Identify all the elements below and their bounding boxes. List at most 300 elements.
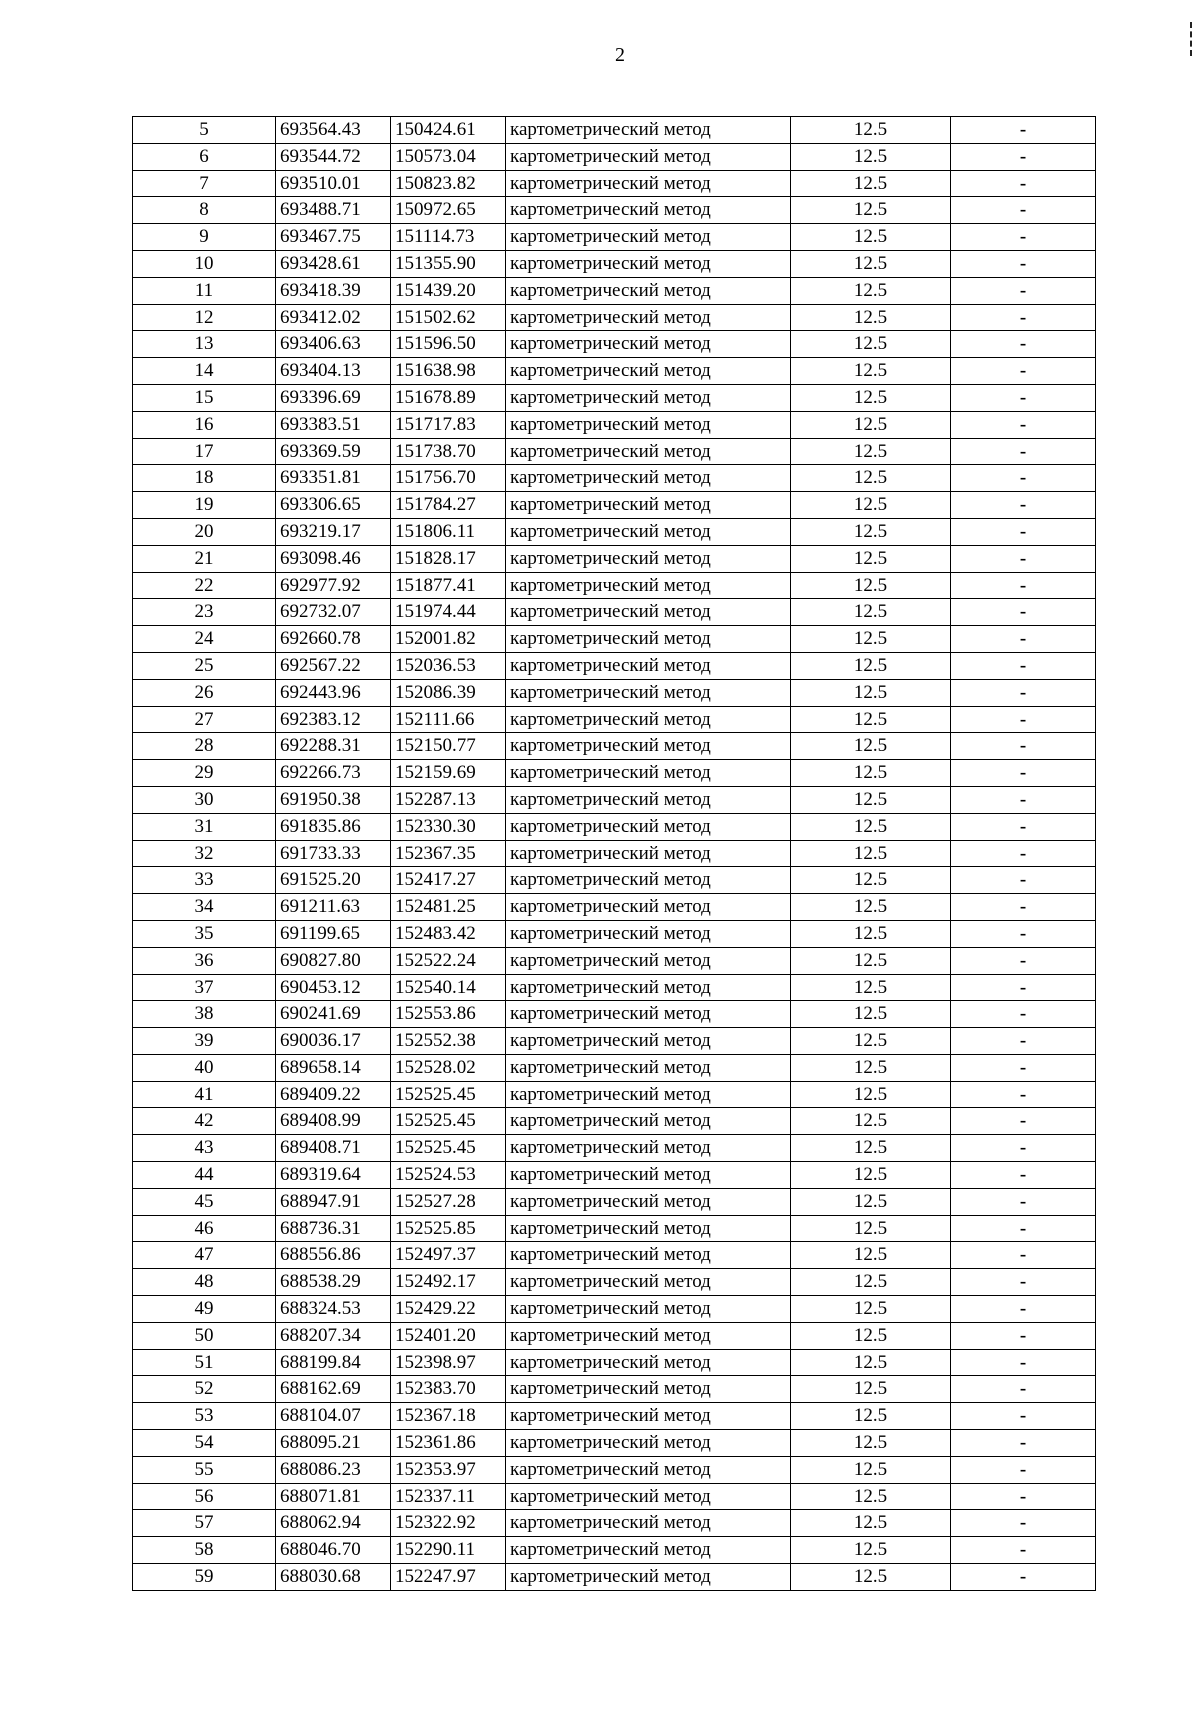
y-coordinate-cell: 152497.37 [391, 1242, 506, 1269]
table-row [133, 1483, 1096, 1510]
dash-cell: - [951, 760, 1096, 787]
point-number-cell: 21 [133, 545, 276, 572]
y-coordinate-cell: 152492.17 [391, 1269, 506, 1296]
point-number-cell: 20 [133, 518, 276, 545]
dash-cell: - [951, 706, 1096, 733]
point-number-cell: 27 [133, 706, 276, 733]
point-number-cell: 22 [133, 572, 276, 599]
precision-cell: 12.5 [791, 920, 951, 947]
table-row [133, 170, 1096, 197]
dash-cell: - [951, 224, 1096, 251]
method-cell: картометрический метод [506, 1135, 791, 1162]
x-coordinate-cell: 693404.13 [276, 358, 391, 385]
precision-cell: 12.5 [791, 438, 951, 465]
dash-cell: - [951, 170, 1096, 197]
precision-cell: 12.5 [791, 384, 951, 411]
y-coordinate-cell: 152552.38 [391, 1028, 506, 1055]
x-coordinate-cell: 689319.64 [276, 1162, 391, 1189]
method-cell: картометрический метод [506, 1081, 791, 1108]
dash-cell: - [951, 411, 1096, 438]
table-row [133, 760, 1096, 787]
precision-cell: 12.5 [791, 760, 951, 787]
x-coordinate-cell: 691199.65 [276, 920, 391, 947]
point-number-cell: 24 [133, 626, 276, 653]
dash-cell: - [951, 626, 1096, 653]
y-coordinate-cell: 152001.82 [391, 626, 506, 653]
x-coordinate-cell: 692443.96 [276, 679, 391, 706]
dash-cell: - [951, 1108, 1096, 1135]
dash-cell: - [951, 1349, 1096, 1376]
dash-cell: - [951, 1537, 1096, 1564]
x-coordinate-cell: 693369.59 [276, 438, 391, 465]
dash-cell: - [951, 652, 1096, 679]
precision-cell: 12.5 [791, 518, 951, 545]
table-row [133, 652, 1096, 679]
dash-cell: - [951, 786, 1096, 813]
point-number-cell: 26 [133, 679, 276, 706]
table-row [133, 1296, 1096, 1323]
method-cell: картометрический метод [506, 143, 791, 170]
table-row [133, 1242, 1096, 1269]
dash-cell: - [951, 867, 1096, 894]
x-coordinate-cell: 689409.22 [276, 1081, 391, 1108]
y-coordinate-cell: 152367.18 [391, 1403, 506, 1430]
precision-cell: 12.5 [791, 1456, 951, 1483]
dash-cell: - [951, 1296, 1096, 1323]
point-number-cell: 23 [133, 599, 276, 626]
table-row [133, 1376, 1096, 1403]
y-coordinate-cell: 152330.30 [391, 813, 506, 840]
y-coordinate-cell: 151678.89 [391, 384, 506, 411]
point-number-cell: 31 [133, 813, 276, 840]
y-coordinate-cell: 152525.45 [391, 1108, 506, 1135]
table-row [133, 1456, 1096, 1483]
x-coordinate-cell: 693412.02 [276, 304, 391, 331]
dash-cell: - [951, 465, 1096, 492]
method-cell: картометрический метод [506, 117, 791, 144]
precision-cell: 12.5 [791, 1054, 951, 1081]
method-cell: картометрический метод [506, 197, 791, 224]
point-number-cell: 13 [133, 331, 276, 358]
y-coordinate-cell: 152159.69 [391, 760, 506, 787]
table-row [133, 1054, 1096, 1081]
table-row [133, 733, 1096, 760]
method-cell: картометрический метод [506, 920, 791, 947]
x-coordinate-cell: 692567.22 [276, 652, 391, 679]
table-row [133, 1349, 1096, 1376]
point-number-cell: 42 [133, 1108, 276, 1135]
method-cell: картометрический метод [506, 411, 791, 438]
point-number-cell: 37 [133, 974, 276, 1001]
x-coordinate-cell: 693396.69 [276, 384, 391, 411]
y-coordinate-cell: 151784.27 [391, 492, 506, 519]
table-row [133, 358, 1096, 385]
point-number-cell: 44 [133, 1162, 276, 1189]
x-coordinate-cell: 693428.61 [276, 250, 391, 277]
dash-cell: - [951, 599, 1096, 626]
y-coordinate-cell: 152429.22 [391, 1296, 506, 1323]
method-cell: картометрический метод [506, 384, 791, 411]
x-coordinate-cell: 693544.72 [276, 143, 391, 170]
precision-cell: 12.5 [791, 652, 951, 679]
precision-cell: 12.5 [791, 974, 951, 1001]
method-cell: картометрический метод [506, 1054, 791, 1081]
y-coordinate-cell: 152525.85 [391, 1215, 506, 1242]
method-cell: картометрический метод [506, 465, 791, 492]
x-coordinate-cell: 688062.94 [276, 1510, 391, 1537]
y-coordinate-cell: 151974.44 [391, 599, 506, 626]
point-number-cell: 41 [133, 1081, 276, 1108]
point-number-cell: 16 [133, 411, 276, 438]
precision-cell: 12.5 [791, 197, 951, 224]
dash-cell: - [951, 1162, 1096, 1189]
method-cell: картометрический метод [506, 1456, 791, 1483]
precision-cell: 12.5 [791, 786, 951, 813]
point-number-cell: 11 [133, 277, 276, 304]
x-coordinate-cell: 693406.63 [276, 331, 391, 358]
dash-cell: - [951, 920, 1096, 947]
method-cell: картометрический метод [506, 867, 791, 894]
point-number-cell: 40 [133, 1054, 276, 1081]
dash-cell: - [951, 894, 1096, 921]
table-row [133, 1322, 1096, 1349]
dash-cell: - [951, 813, 1096, 840]
x-coordinate-cell: 690036.17 [276, 1028, 391, 1055]
x-coordinate-cell: 688207.34 [276, 1322, 391, 1349]
x-coordinate-cell: 688556.86 [276, 1242, 391, 1269]
x-coordinate-cell: 688538.29 [276, 1269, 391, 1296]
table-row [133, 679, 1096, 706]
method-cell: картометрический метод [506, 733, 791, 760]
dash-cell: - [951, 1242, 1096, 1269]
table-row [133, 438, 1096, 465]
point-number-cell: 33 [133, 867, 276, 894]
point-number-cell: 56 [133, 1483, 276, 1510]
point-number-cell: 32 [133, 840, 276, 867]
y-coordinate-cell: 151717.83 [391, 411, 506, 438]
y-coordinate-cell: 152398.97 [391, 1349, 506, 1376]
y-coordinate-cell: 150573.04 [391, 143, 506, 170]
precision-cell: 12.5 [791, 492, 951, 519]
dash-cell: - [951, 1430, 1096, 1457]
x-coordinate-cell: 692288.31 [276, 733, 391, 760]
method-cell: картометрический метод [506, 1296, 791, 1323]
method-cell: картометрический метод [506, 813, 791, 840]
precision-cell: 12.5 [791, 1376, 951, 1403]
dash-cell: - [951, 1135, 1096, 1162]
method-cell: картометрический метод [506, 599, 791, 626]
table-row [133, 1188, 1096, 1215]
method-cell: картометрический метод [506, 1376, 791, 1403]
method-cell: картометрический метод [506, 438, 791, 465]
method-cell: картометрический метод [506, 760, 791, 787]
x-coordinate-cell: 691733.33 [276, 840, 391, 867]
x-coordinate-cell: 691211.63 [276, 894, 391, 921]
precision-cell: 12.5 [791, 1269, 951, 1296]
point-number-cell: 38 [133, 1001, 276, 1028]
x-coordinate-cell: 688086.23 [276, 1456, 391, 1483]
table-row [133, 572, 1096, 599]
precision-cell: 12.5 [791, 1215, 951, 1242]
table-row [133, 1564, 1096, 1591]
point-number-cell: 18 [133, 465, 276, 492]
coordinates-table-body [133, 117, 1096, 1591]
method-cell: картометрический метод [506, 1242, 791, 1269]
y-coordinate-cell: 152401.20 [391, 1322, 506, 1349]
x-coordinate-cell: 688071.81 [276, 1483, 391, 1510]
point-number-cell: 19 [133, 492, 276, 519]
table-row [133, 277, 1096, 304]
point-number-cell: 52 [133, 1376, 276, 1403]
x-coordinate-cell: 693098.46 [276, 545, 391, 572]
dash-cell: - [951, 1188, 1096, 1215]
table-row [133, 840, 1096, 867]
point-number-cell: 47 [133, 1242, 276, 1269]
y-coordinate-cell: 152417.27 [391, 867, 506, 894]
precision-cell: 12.5 [791, 117, 951, 144]
point-number-cell: 46 [133, 1215, 276, 1242]
x-coordinate-cell: 692266.73 [276, 760, 391, 787]
table-row [133, 920, 1096, 947]
table-row [133, 1028, 1096, 1055]
method-cell: картометрический метод [506, 974, 791, 1001]
dash-cell: - [951, 1456, 1096, 1483]
y-coordinate-cell: 152383.70 [391, 1376, 506, 1403]
x-coordinate-cell: 690453.12 [276, 974, 391, 1001]
dash-cell: - [951, 733, 1096, 760]
y-coordinate-cell: 152522.24 [391, 947, 506, 974]
table-row [133, 1081, 1096, 1108]
dash-cell: - [951, 1081, 1096, 1108]
table-row [133, 117, 1096, 144]
dash-cell: - [951, 304, 1096, 331]
point-number-cell: 17 [133, 438, 276, 465]
precision-cell: 12.5 [791, 304, 951, 331]
precision-cell: 12.5 [791, 1001, 951, 1028]
point-number-cell: 59 [133, 1564, 276, 1591]
dash-cell: - [951, 1054, 1096, 1081]
dash-cell: - [951, 331, 1096, 358]
dash-cell: - [951, 1376, 1096, 1403]
table-row [133, 1537, 1096, 1564]
coordinates-table [132, 116, 1096, 1591]
method-cell: картометрический метод [506, 1483, 791, 1510]
x-coordinate-cell: 688736.31 [276, 1215, 391, 1242]
method-cell: картометрический метод [506, 1322, 791, 1349]
point-number-cell: 51 [133, 1349, 276, 1376]
y-coordinate-cell: 151877.41 [391, 572, 506, 599]
table-row [133, 786, 1096, 813]
y-coordinate-cell: 152540.14 [391, 974, 506, 1001]
y-coordinate-cell: 152527.28 [391, 1188, 506, 1215]
y-coordinate-cell: 152361.86 [391, 1430, 506, 1457]
method-cell: картометрический метод [506, 1430, 791, 1457]
y-coordinate-cell: 150823.82 [391, 170, 506, 197]
point-number-cell: 54 [133, 1430, 276, 1457]
y-coordinate-cell: 152367.35 [391, 840, 506, 867]
precision-cell: 12.5 [791, 1349, 951, 1376]
x-coordinate-cell: 688095.21 [276, 1430, 391, 1457]
y-coordinate-cell: 151828.17 [391, 545, 506, 572]
precision-cell: 12.5 [791, 572, 951, 599]
y-coordinate-cell: 152322.92 [391, 1510, 506, 1537]
point-number-cell: 43 [133, 1135, 276, 1162]
method-cell: картометрический метод [506, 358, 791, 385]
table-row [133, 304, 1096, 331]
y-coordinate-cell: 150972.65 [391, 197, 506, 224]
table-row [133, 1108, 1096, 1135]
y-coordinate-cell: 152290.11 [391, 1537, 506, 1564]
table-row [133, 1135, 1096, 1162]
precision-cell: 12.5 [791, 1537, 951, 1564]
dash-cell: - [951, 974, 1096, 1001]
dash-cell: - [951, 1215, 1096, 1242]
x-coordinate-cell: 688104.07 [276, 1403, 391, 1430]
y-coordinate-cell: 152553.86 [391, 1001, 506, 1028]
precision-cell: 12.5 [791, 331, 951, 358]
dash-cell: - [951, 840, 1096, 867]
table-row [133, 626, 1096, 653]
dash-cell: - [951, 947, 1096, 974]
y-coordinate-cell: 152525.45 [391, 1081, 506, 1108]
method-cell: картометрический метод [506, 277, 791, 304]
point-number-cell: 35 [133, 920, 276, 947]
method-cell: картометрический метод [506, 947, 791, 974]
x-coordinate-cell: 693383.51 [276, 411, 391, 438]
scan-edge-mark [1190, 22, 1194, 56]
y-coordinate-cell: 152247.97 [391, 1564, 506, 1591]
point-number-cell: 30 [133, 786, 276, 813]
method-cell: картометрический метод [506, 1215, 791, 1242]
dash-cell: - [951, 1564, 1096, 1591]
point-number-cell: 9 [133, 224, 276, 251]
x-coordinate-cell: 693467.75 [276, 224, 391, 251]
y-coordinate-cell: 151638.98 [391, 358, 506, 385]
x-coordinate-cell: 691525.20 [276, 867, 391, 894]
method-cell: картометрический метод [506, 572, 791, 599]
table-row [133, 947, 1096, 974]
dash-cell: - [951, 518, 1096, 545]
method-cell: картометрический метод [506, 894, 791, 921]
y-coordinate-cell: 151738.70 [391, 438, 506, 465]
method-cell: картометрический метод [506, 1349, 791, 1376]
point-number-cell: 45 [133, 1188, 276, 1215]
page-number: 2 [615, 44, 625, 66]
precision-cell: 12.5 [791, 947, 951, 974]
x-coordinate-cell: 693510.01 [276, 170, 391, 197]
dash-cell: - [951, 545, 1096, 572]
precision-cell: 12.5 [791, 170, 951, 197]
y-coordinate-cell: 152287.13 [391, 786, 506, 813]
x-coordinate-cell: 690241.69 [276, 1001, 391, 1028]
precision-cell: 12.5 [791, 545, 951, 572]
dash-cell: - [951, 1322, 1096, 1349]
point-number-cell: 36 [133, 947, 276, 974]
point-number-cell: 48 [133, 1269, 276, 1296]
precision-cell: 12.5 [791, 1322, 951, 1349]
precision-cell: 12.5 [791, 1135, 951, 1162]
x-coordinate-cell: 688030.68 [276, 1564, 391, 1591]
table-row [133, 492, 1096, 519]
table-row [133, 599, 1096, 626]
x-coordinate-cell: 692383.12 [276, 706, 391, 733]
point-number-cell: 6 [133, 143, 276, 170]
table-row [133, 331, 1096, 358]
table-row [133, 1001, 1096, 1028]
precision-cell: 12.5 [791, 1483, 951, 1510]
point-number-cell: 7 [133, 170, 276, 197]
table-row [133, 411, 1096, 438]
method-cell: картометрический метод [506, 1028, 791, 1055]
precision-cell: 12.5 [791, 733, 951, 760]
dash-cell: - [951, 143, 1096, 170]
dash-cell: - [951, 1001, 1096, 1028]
x-coordinate-cell: 688947.91 [276, 1188, 391, 1215]
method-cell: картометрический метод [506, 1188, 791, 1215]
method-cell: картометрический метод [506, 224, 791, 251]
dash-cell: - [951, 438, 1096, 465]
precision-cell: 12.5 [791, 840, 951, 867]
dash-cell: - [951, 277, 1096, 304]
y-coordinate-cell: 152111.66 [391, 706, 506, 733]
x-coordinate-cell: 693488.71 [276, 197, 391, 224]
y-coordinate-cell: 152150.77 [391, 733, 506, 760]
x-coordinate-cell: 690827.80 [276, 947, 391, 974]
table-row [133, 197, 1096, 224]
point-number-cell: 39 [133, 1028, 276, 1055]
x-coordinate-cell: 691950.38 [276, 786, 391, 813]
dash-cell: - [951, 384, 1096, 411]
point-number-cell: 58 [133, 1537, 276, 1564]
x-coordinate-cell: 693351.81 [276, 465, 391, 492]
dash-cell: - [951, 197, 1096, 224]
method-cell: картометрический метод [506, 652, 791, 679]
table-row [133, 224, 1096, 251]
method-cell: картометрический метод [506, 492, 791, 519]
point-number-cell: 25 [133, 652, 276, 679]
precision-cell: 12.5 [791, 1296, 951, 1323]
precision-cell: 12.5 [791, 1564, 951, 1591]
x-coordinate-cell: 688046.70 [276, 1537, 391, 1564]
table-row [133, 1269, 1096, 1296]
dash-cell: - [951, 679, 1096, 706]
y-coordinate-cell: 151596.50 [391, 331, 506, 358]
x-coordinate-cell: 692660.78 [276, 626, 391, 653]
x-coordinate-cell: 689658.14 [276, 1054, 391, 1081]
dash-cell: - [951, 1269, 1096, 1296]
precision-cell: 12.5 [791, 679, 951, 706]
method-cell: картометрический метод [506, 1162, 791, 1189]
y-coordinate-cell: 150424.61 [391, 117, 506, 144]
dash-cell: - [951, 1510, 1096, 1537]
precision-cell: 12.5 [791, 626, 951, 653]
table-row [133, 250, 1096, 277]
table-row [133, 1430, 1096, 1457]
method-cell: картометрический метод [506, 679, 791, 706]
dash-cell: - [951, 1483, 1096, 1510]
point-number-cell: 34 [133, 894, 276, 921]
x-coordinate-cell: 688324.53 [276, 1296, 391, 1323]
table-row [133, 894, 1096, 921]
point-number-cell: 10 [133, 250, 276, 277]
dash-cell: - [951, 250, 1096, 277]
precision-cell: 12.5 [791, 1108, 951, 1135]
precision-cell: 12.5 [791, 465, 951, 492]
precision-cell: 12.5 [791, 411, 951, 438]
precision-cell: 12.5 [791, 1242, 951, 1269]
x-coordinate-cell: 693219.17 [276, 518, 391, 545]
table-row [133, 143, 1096, 170]
